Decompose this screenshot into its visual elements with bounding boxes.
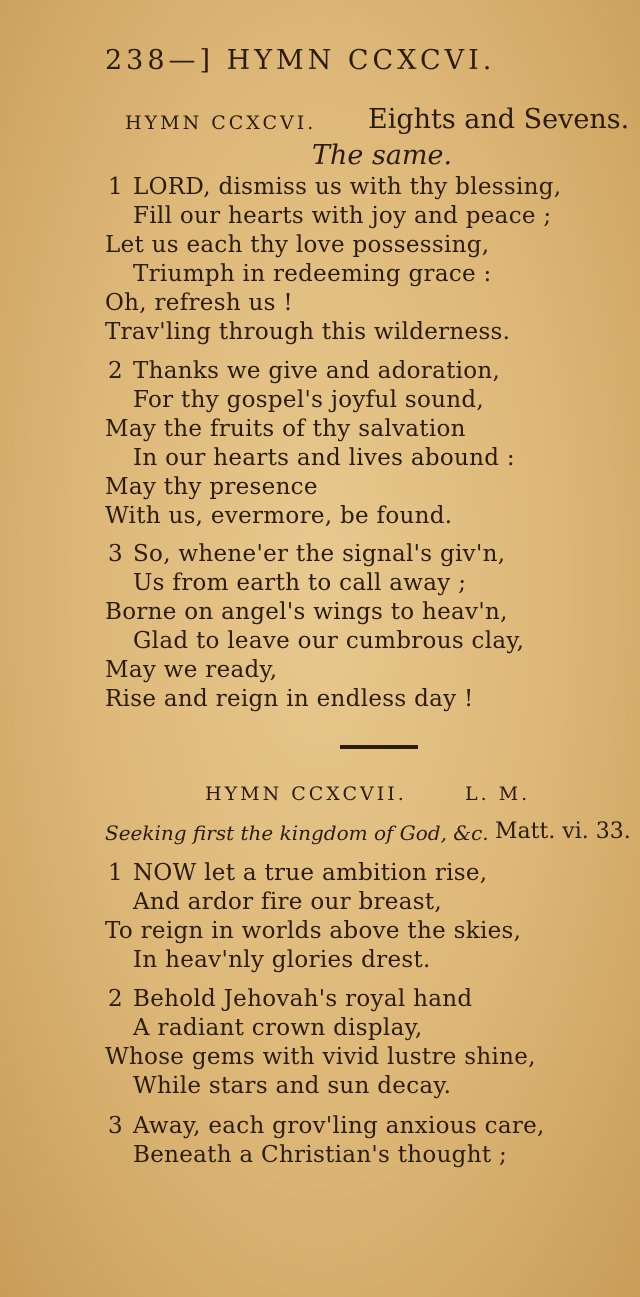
- verse-line: Beneath a Christian's thought ;: [133, 1142, 508, 1168]
- verse-line: Glad to leave our cumbrous clay,: [133, 628, 525, 654]
- verse-line: May we ready,: [105, 657, 278, 683]
- scripture-reference: Matt. vi. 33.: [495, 819, 631, 844]
- verse-line: In heav'nly glories drest.: [133, 947, 431, 973]
- stanza-number: 1: [108, 860, 123, 886]
- verse-line: While stars and sun decay.: [133, 1073, 452, 1099]
- hymn-meter: L. M.: [465, 783, 531, 805]
- hymn-meter: Eights and Sevens.: [368, 104, 630, 135]
- verse-line: NOW let a true ambition rise,: [133, 860, 488, 886]
- verse-line: With us, evermore, be found.: [105, 503, 453, 529]
- verse-line: Thanks we give and adoration,: [133, 358, 501, 384]
- hymn-subtitle: The same.: [312, 140, 453, 171]
- verse-line: Triumph in redeeming grace :: [133, 261, 492, 287]
- stanza-number: 2: [108, 986, 123, 1012]
- running-head: 238—] HYMN CCXCVI.: [105, 45, 496, 76]
- verse-line: Borne on angel's wings to heav'n,: [105, 599, 508, 625]
- verse-line: May the fruits of thy salvation: [105, 416, 466, 442]
- verse-line: Us from earth to call away ;: [133, 570, 467, 596]
- verse-line: Trav'ling through this wilderness.: [105, 319, 511, 345]
- verse-line: In our hearts and lives abound :: [133, 445, 515, 471]
- verse-line: Whose gems with vivid lustre shine,: [105, 1044, 536, 1070]
- stanza-number: 3: [108, 1113, 123, 1139]
- verse-line: Fill our hearts with joy and peace ;: [133, 203, 552, 229]
- verse-line: So, whene'er the signal's giv'n,: [133, 541, 506, 567]
- verse-line: Oh, refresh us !: [105, 290, 293, 316]
- stanza-number: 3: [108, 541, 123, 567]
- verse-line: Let us each thy love possessing,: [105, 232, 490, 258]
- verse-line: A radiant crown display,: [133, 1015, 423, 1041]
- verse-line: To reign in worlds above the skies,: [105, 918, 522, 944]
- verse-line: Behold Jehovah's royal hand: [133, 986, 473, 1012]
- verse-line: For thy gospel's joyful sound,: [133, 387, 484, 413]
- hymn-title: HYMN CCXCVI.: [125, 112, 317, 134]
- section-divider: [340, 745, 418, 749]
- verse-line: Away, each grov'ling anxious care,: [133, 1113, 545, 1139]
- hymn-title: HYMN CCXCVII.: [205, 783, 407, 805]
- stanza-number: 2: [108, 358, 123, 384]
- verse-line: Rise and reign in endless day !: [105, 686, 474, 712]
- verse-line: May thy presence: [105, 474, 318, 500]
- stanza-number: 1: [108, 174, 123, 200]
- verse-line: LORD, dismiss us with thy blessing,: [133, 174, 562, 200]
- hymn-subtitle: Seeking first the kingdom of God, &c.: [105, 821, 489, 845]
- verse-line: And ardor fire our breast,: [133, 889, 442, 915]
